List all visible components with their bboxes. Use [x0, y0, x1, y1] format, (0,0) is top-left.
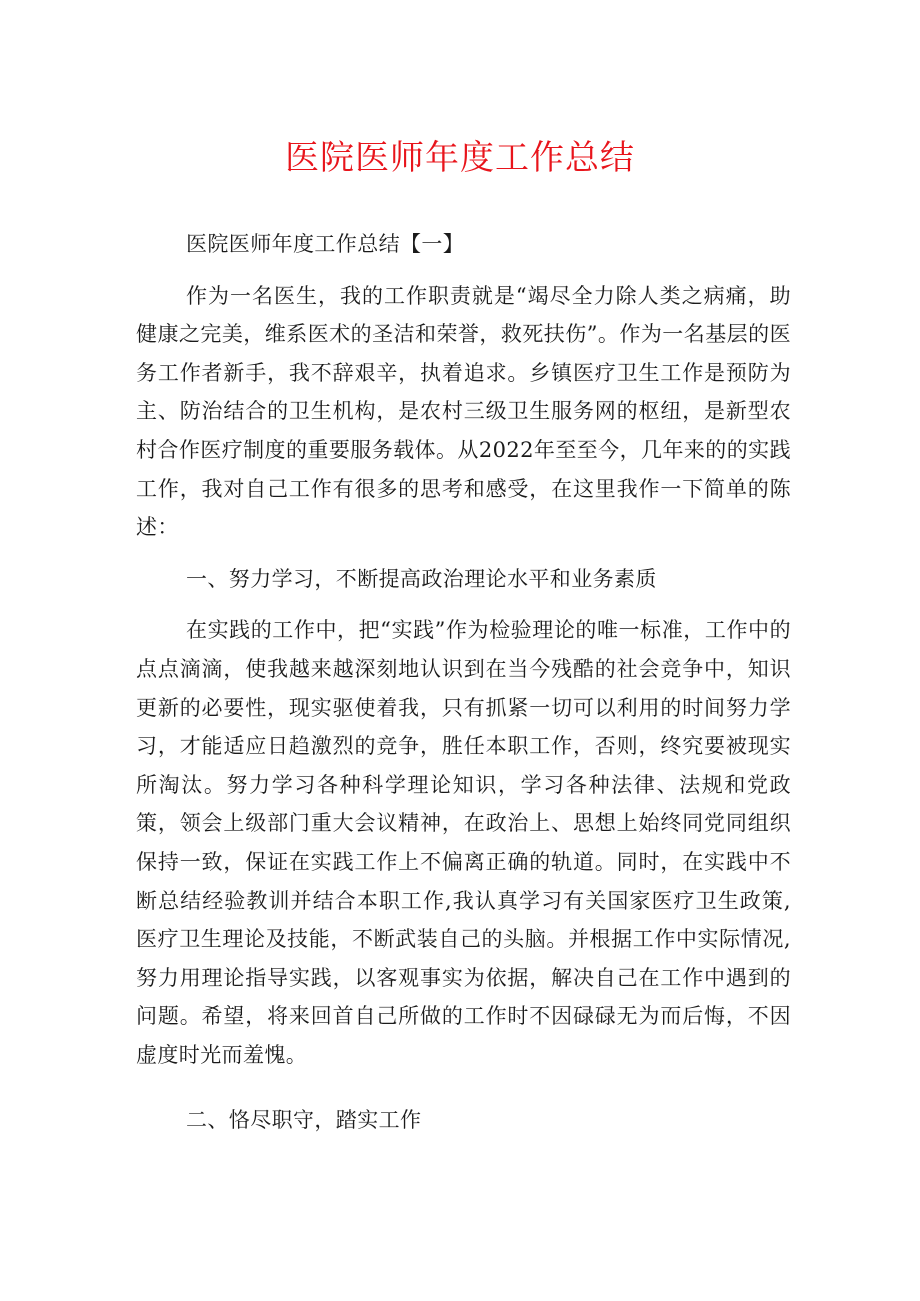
heading-two: 二、恪尽职守，踏实工作: [186, 1108, 422, 1133]
paragraph-intro: 作为一名医生，我的工作职责就是“竭尽全力除人类之病痛，助健康之完美，维系医术的圣洁和荣誉，救死扶伤”。作为一名基层的医务工作者新手，我不辞艰辛，执着追求。乡镇医疗卫生工作是预防为主、防治结合的卫生机构，是农村三级卫生服务网的枢纽，是新型农村合作医疗制度的重要服务载体。从2022年至至今，几年来的的实践工作，我对自己工作有很多的思考和感受，在这里我作一下简单的陈述：: [136, 283, 791, 540]
document-body: [136, 225, 791, 1140]
section-heading: 医院医师年度工作总结【一】: [186, 232, 465, 256]
document-title: 医院医师年度工作总结: [285, 138, 635, 178]
heading-one: 一、努力学习，不断提高政治理论水平和业务素质: [186, 566, 657, 591]
paragraph-study: 在实践的工作中，把“实践”作为检验理论的唯一标准，工作中的点点滴滴，使我越来越深刻地认识到在当今残酷的社会竞争中，知识更新的必要性，现实驱使着我，只有抓紧一切可以利用的时间努力学习，才能适应日趋激烈的竞争，胜任本职工作，否则，终究要被现实所淘汰。努力学习各种科学理论知识，学习各种法律、法规和党政策，领会上级部门重大会议精神，在政治上、思想上始终同党同组织保持一致，保证在实践工作上不偏离正确的轨道。同时，在实践中不断总结经验教训并结合本职工作,我认真学习有关国家医疗卫生政策,医疗卫生理论及技能，不断武装自己的头脑。并根据工作中实际情况,努力用理论指导实践，以客观事实为依据，解决自己在工作中遇到的问题。希望，将来回首自己所做的工作时不因碌碌无为而后悔，不因虚度时光而羞愧。: [136, 618, 791, 1067]
